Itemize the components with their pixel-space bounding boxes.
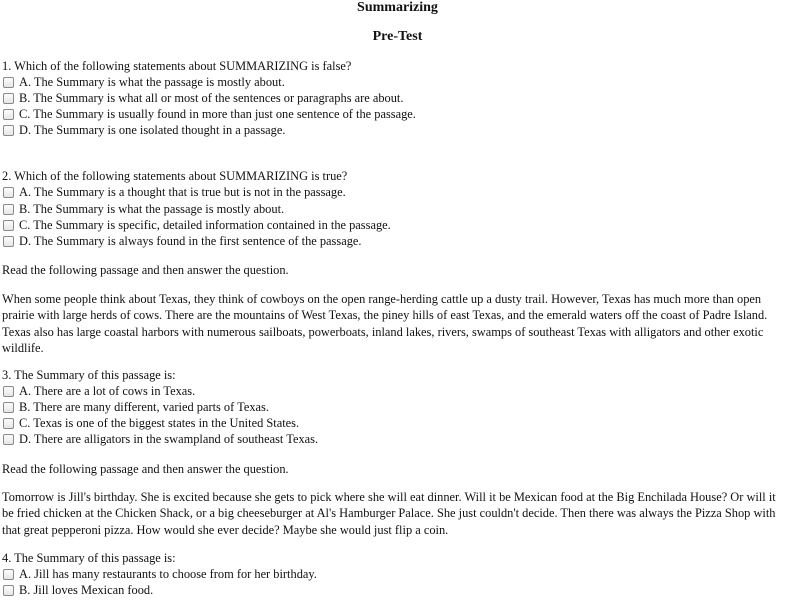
checkbox-icon[interactable] (3, 585, 14, 596)
question-4-instruction: Read the following passage and then answer the question. (2, 462, 289, 476)
checkbox-icon[interactable] (3, 93, 14, 104)
checkbox-icon[interactable] (3, 418, 14, 429)
checkbox-icon[interactable] (3, 434, 14, 445)
question-2-prompt: 2. Which of the following statements about SUMMARIZING is true? (2, 169, 348, 183)
question-3-prompt: 3. The Summary of this passage is: (2, 368, 176, 382)
option-label: B. Jill loves Mexican food. (19, 583, 154, 597)
option-label: A. There are a lot of cows in Texas. (19, 384, 196, 398)
checkbox-icon[interactable] (3, 402, 14, 413)
checkbox-icon[interactable] (3, 236, 14, 247)
page-title: Summarizing (357, 0, 438, 15)
option-label: C. The Summary is specific, detailed information contained in the passage. (19, 218, 391, 232)
question-2-option-d[interactable] (3, 233, 362, 249)
question-3-passage: When some people think about Texas, they think of cowboys on the open range-herding cattle up a dusty trail. However, Texas has much more than open prairie with large herds of cows. There are the mountains of West Texas, the piney hills of east Texas, and the emerald waters off the coast of Padre Island. Texas also has large coastal harbors with numerous sailboats, powerboats, inland lakes, rivers, swamps of southeast Texas with alligators and other exotic wildlife. (2, 292, 768, 355)
option-label: A. The Summary is what the passage is mostly about. (19, 75, 285, 89)
question-4-passage: Tomorrow is Jill's birthday. She is excited because she gets to pick where she will eat dinner. Will it be Mexican food at the Big Enchilada House? Or will it be fried chicken at the Chicken Shack, or a big cheeseburger at Al's Hamburger Palace. She just couldn't decide. Then there was always the Pizza Shop with that great pepperoni pizza. How would she ever decide? Maybe she would just flip a coin. (2, 490, 776, 537)
checkbox-icon[interactable] (3, 187, 14, 198)
question-2-option-a[interactable] (3, 184, 346, 200)
question-4-option-b[interactable] (3, 582, 153, 598)
question-1-option-d[interactable] (3, 122, 285, 138)
option-label: A. The Summary is a thought that is true but is not in the passage. (19, 185, 346, 199)
checkbox-icon[interactable] (3, 77, 14, 88)
question-3-instruction: Read the following passage and then answer the question. (2, 263, 289, 277)
option-label: C. Texas is one of the biggest states in the United States. (19, 416, 300, 430)
checkbox-icon[interactable] (3, 220, 14, 231)
option-label: D. The Summary is one isolated thought in a passage. (19, 123, 286, 137)
option-label: B. There are many different, varied parts of Texas. (19, 400, 269, 414)
option-label: C. The Summary is usually found in more than just one sentence of the passage. (19, 107, 416, 121)
question-4-prompt: 4. The Summary of this passage is: (2, 551, 176, 565)
checkbox-icon[interactable] (3, 386, 14, 397)
question-3-option-a[interactable] (3, 383, 195, 399)
question-2-option-c[interactable] (3, 217, 391, 233)
question-3-option-d[interactable] (3, 431, 318, 447)
question-3-option-c[interactable] (3, 415, 299, 431)
question-1-option-a[interactable] (3, 74, 285, 90)
question-4-option-a[interactable] (3, 566, 317, 582)
option-label: B. The Summary is what all or most of the sentences or paragraphs are about. (19, 91, 404, 105)
checkbox-icon[interactable] (3, 125, 14, 136)
option-label: D. The Summary is always found in the first sentence of the passage. (19, 234, 362, 248)
question-1-option-c[interactable] (3, 106, 416, 122)
option-label: D. There are alligators in the swampland of southeast Texas. (19, 432, 319, 446)
page-subtitle: Pre-Test (372, 29, 423, 44)
option-label: A. Jill has many restaurants to choose from for her birthday. (19, 567, 317, 581)
option-label: B. The Summary is what the passage is mostly about. (19, 202, 285, 216)
question-1-option-b[interactable] (3, 90, 403, 106)
checkbox-icon[interactable] (3, 109, 14, 120)
checkbox-icon[interactable] (3, 569, 14, 580)
checkbox-icon[interactable] (3, 204, 14, 215)
question-3-option-b[interactable] (3, 399, 269, 415)
question-2-option-b[interactable] (3, 201, 284, 217)
question-1-prompt: 1. Which of the following statements about SUMMARIZING is false? (2, 59, 352, 73)
